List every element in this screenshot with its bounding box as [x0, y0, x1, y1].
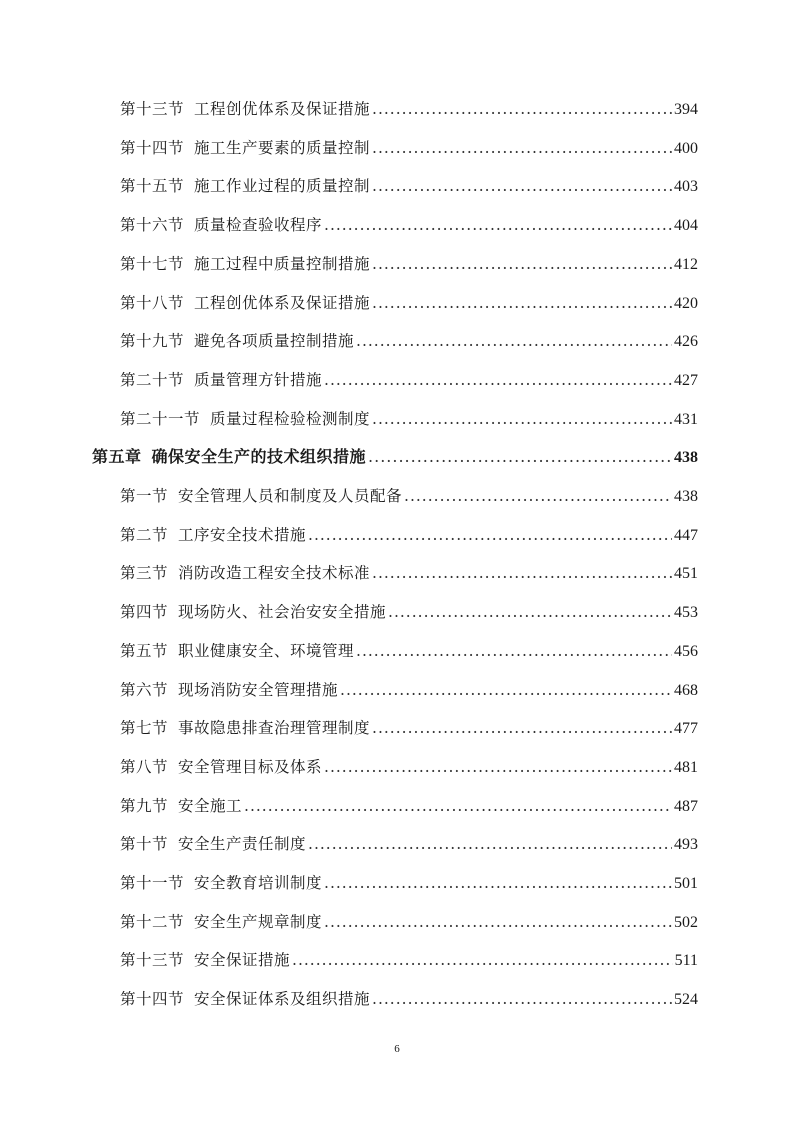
toc-entry-page: 427	[674, 371, 698, 389]
toc-entry-page: 468	[674, 681, 698, 699]
toc-entry-title: 安全保证措施	[194, 951, 291, 970]
toc-section-entry[interactable]	[120, 173, 698, 199]
toc-entry-title: 安全生产责任制度	[178, 835, 307, 854]
toc-entry-page: 511	[674, 952, 698, 970]
toc-entry-label	[120, 677, 338, 703]
toc-section-entry[interactable]	[120, 909, 698, 935]
toc-entry-page: 412	[674, 255, 698, 273]
toc-entry-label	[120, 947, 290, 973]
toc-entry-page: 502	[674, 913, 698, 931]
toc-entry-page: 426	[674, 333, 698, 351]
toc-entry-page: 481	[674, 758, 698, 776]
toc-entry-number: 第二十节	[120, 370, 185, 389]
toc-leader-dots	[324, 212, 672, 238]
toc-section-entry[interactable]	[120, 251, 698, 277]
toc-entry-label	[120, 483, 402, 509]
toc-entry-label	[120, 406, 370, 432]
toc-leader-dots	[324, 909, 672, 935]
toc-section-entry[interactable]	[120, 406, 698, 432]
toc-entry-number: 第十三节	[120, 951, 185, 970]
toc-leader-dots	[368, 444, 672, 470]
toc-leader-dots	[324, 870, 672, 896]
toc-entry-page: 431	[674, 410, 698, 428]
toc-entry-title: 安全管理目标及体系	[178, 757, 323, 776]
toc-entry-title: 职业健康安全、环境管理	[178, 641, 355, 660]
toc-entry-page: 438	[674, 488, 698, 505]
toc-entry-page: 501	[674, 875, 698, 892]
toc-section-entry[interactable]	[120, 522, 698, 548]
toc-entry-label	[92, 444, 366, 470]
toc-entry-label	[120, 793, 242, 819]
toc-entry-number: 第三节	[120, 564, 169, 583]
toc-entry-title: 工序安全技术措施	[178, 525, 307, 544]
toc-section-entry[interactable]	[120, 947, 698, 973]
toc-entry-page: 524	[674, 991, 698, 1009]
toc-section-entry[interactable]	[120, 560, 698, 586]
toc-entry-number: 第二十一节	[120, 409, 201, 428]
toc-entry-number: 第十三节	[120, 100, 185, 118]
toc-entry-label	[120, 831, 306, 857]
toc-leader-dots	[292, 947, 673, 973]
toc-entry-title: 现场消防安全管理措施	[178, 680, 339, 699]
toc-entry-number: 第十七节	[120, 254, 185, 273]
toc-entry-label	[120, 328, 354, 354]
toc-section-entry[interactable]	[120, 483, 698, 509]
toc-leader-dots	[372, 986, 672, 1012]
toc-entry-title: 质量管理方针措施	[194, 370, 323, 389]
toc-section-entry[interactable]	[120, 715, 698, 741]
toc-entry-number: 第十节	[120, 835, 169, 854]
toc-entry-page: 451	[674, 565, 698, 583]
toc-entry-title: 施工作业过程的质量控制	[194, 177, 371, 196]
toc-leader-dots	[244, 793, 672, 819]
toc-entry-label	[120, 212, 322, 238]
toc-leader-dots	[372, 406, 672, 432]
toc-leader-dots	[372, 173, 672, 199]
toc-entry-label	[120, 522, 306, 548]
toc-section-entry[interactable]	[120, 754, 698, 780]
toc-entry-number: 第八节	[120, 757, 169, 776]
toc-leader-dots	[356, 328, 672, 354]
toc-entry-label	[120, 173, 370, 199]
toc-leader-dots	[404, 483, 672, 509]
toc-entry-page: 453	[674, 604, 698, 622]
toc-entry-number: 第十二节	[120, 912, 185, 931]
toc-entry-title: 现场防火、社会治安安全措施	[178, 603, 387, 622]
toc-entry-number: 第七节	[120, 719, 169, 738]
toc-entry-label	[120, 909, 322, 935]
toc-entry-title: 工程创优体系及保证措施	[194, 100, 371, 118]
toc-entry-number: 第十四节	[120, 990, 185, 1009]
toc-entry-label	[120, 986, 370, 1012]
toc-entry-page: 403	[674, 178, 698, 196]
toc-section-entry[interactable]	[120, 870, 698, 896]
toc-entry-page: 477	[674, 720, 698, 738]
toc-entry-title: 安全管理人员和制度及人员配备	[178, 487, 403, 505]
toc-section-entry[interactable]	[120, 986, 698, 1012]
toc-entry-number: 第一节	[120, 487, 169, 505]
toc-entry-number: 第五章	[92, 447, 142, 467]
toc-entry-label	[120, 754, 322, 780]
toc-chapter-entry[interactable]	[92, 444, 698, 470]
toc-entry-number: 第四节	[120, 603, 169, 622]
toc-leader-dots	[388, 599, 672, 625]
toc-section-entry[interactable]	[120, 367, 698, 393]
page-number: 6	[394, 1043, 400, 1055]
toc-entry-page: 493	[674, 836, 698, 854]
toc-entry-page: 487	[674, 797, 698, 815]
toc-entry-label	[120, 870, 322, 896]
toc-entry-number: 第六节	[120, 680, 169, 699]
toc-entry-title: 安全保证体系及组织措施	[194, 990, 371, 1009]
toc-section-entry[interactable]	[120, 96, 698, 122]
toc-entry-title: 安全教育培训制度	[194, 874, 323, 892]
toc-entry-page: 438	[674, 449, 698, 467]
toc-leader-dots	[372, 560, 672, 586]
toc-entry-label	[120, 367, 322, 393]
toc-leader-dots	[324, 367, 672, 393]
toc-entry-number: 第十八节	[120, 293, 185, 312]
toc-entry-page: 404	[674, 217, 698, 235]
toc-leader-dots	[340, 677, 672, 703]
toc-entry-title: 质量检查验收程序	[194, 216, 323, 235]
toc-section-entry[interactable]	[120, 677, 698, 703]
toc-entry-page: 400	[674, 139, 698, 157]
toc-entry-number: 第十九节	[120, 332, 185, 351]
toc-entry-label	[120, 96, 370, 122]
toc-leader-dots	[308, 831, 672, 857]
toc-entry-title: 施工过程中质量控制措施	[194, 254, 371, 273]
toc-section-entry[interactable]	[120, 793, 698, 819]
toc-leader-dots	[372, 715, 672, 741]
toc-entry-number: 第十五节	[120, 177, 185, 196]
toc-section-entry[interactable]	[120, 135, 698, 161]
toc-entry-title: 质量过程检验检测制度	[210, 409, 371, 428]
toc-entry-number: 第九节	[120, 796, 169, 815]
toc-leader-dots	[372, 251, 672, 277]
toc-entry-title: 事故隐患排查治理管理制度	[178, 719, 371, 738]
toc-entry-number: 第二节	[120, 525, 169, 544]
toc-leader-dots	[372, 290, 672, 316]
toc-leader-dots	[372, 96, 672, 122]
toc-entry-number: 第五节	[120, 641, 169, 660]
toc-entry-label	[120, 290, 370, 316]
toc-entry-title: 安全施工	[178, 796, 243, 815]
toc-entry-page: 394	[674, 101, 698, 118]
toc-entry-number: 第十六节	[120, 216, 185, 235]
toc-section-entry[interactable]	[120, 290, 698, 316]
toc-entry-title: 确保安全生产的技术组织措施	[151, 447, 367, 467]
toc-entry-title: 避免各项质量控制措施	[194, 332, 355, 351]
toc-section-entry[interactable]	[120, 212, 698, 238]
toc-section-entry[interactable]	[120, 638, 698, 664]
toc-entry-page: 420	[674, 294, 698, 312]
toc-entry-label	[120, 560, 370, 586]
toc-entry-label	[120, 638, 354, 664]
toc-entry-page: 447	[674, 526, 698, 544]
toc-entry-label	[120, 599, 386, 625]
toc-leader-dots	[308, 522, 672, 548]
toc-entry-page: 456	[674, 642, 698, 660]
toc-entry-label	[120, 135, 370, 161]
toc-leader-dots	[324, 754, 672, 780]
toc-section-entry[interactable]	[120, 328, 698, 354]
toc-entry-label	[120, 251, 370, 277]
toc-leader-dots	[372, 135, 672, 161]
toc-entry-title: 安全生产规章制度	[194, 912, 323, 931]
toc-entry-label	[120, 715, 370, 741]
toc-leader-dots	[356, 638, 672, 664]
toc-entry-title: 施工生产要素的质量控制	[194, 138, 371, 157]
toc-entry-number: 第十一节	[120, 874, 185, 892]
toc-entry-number: 第十四节	[120, 138, 185, 157]
toc-entry-title: 工程创优体系及保证措施	[194, 293, 371, 312]
toc-section-entry[interactable]	[120, 831, 698, 857]
toc-entry-title: 消防改造工程安全技术标准	[178, 564, 371, 583]
toc-section-entry[interactable]	[120, 599, 698, 625]
